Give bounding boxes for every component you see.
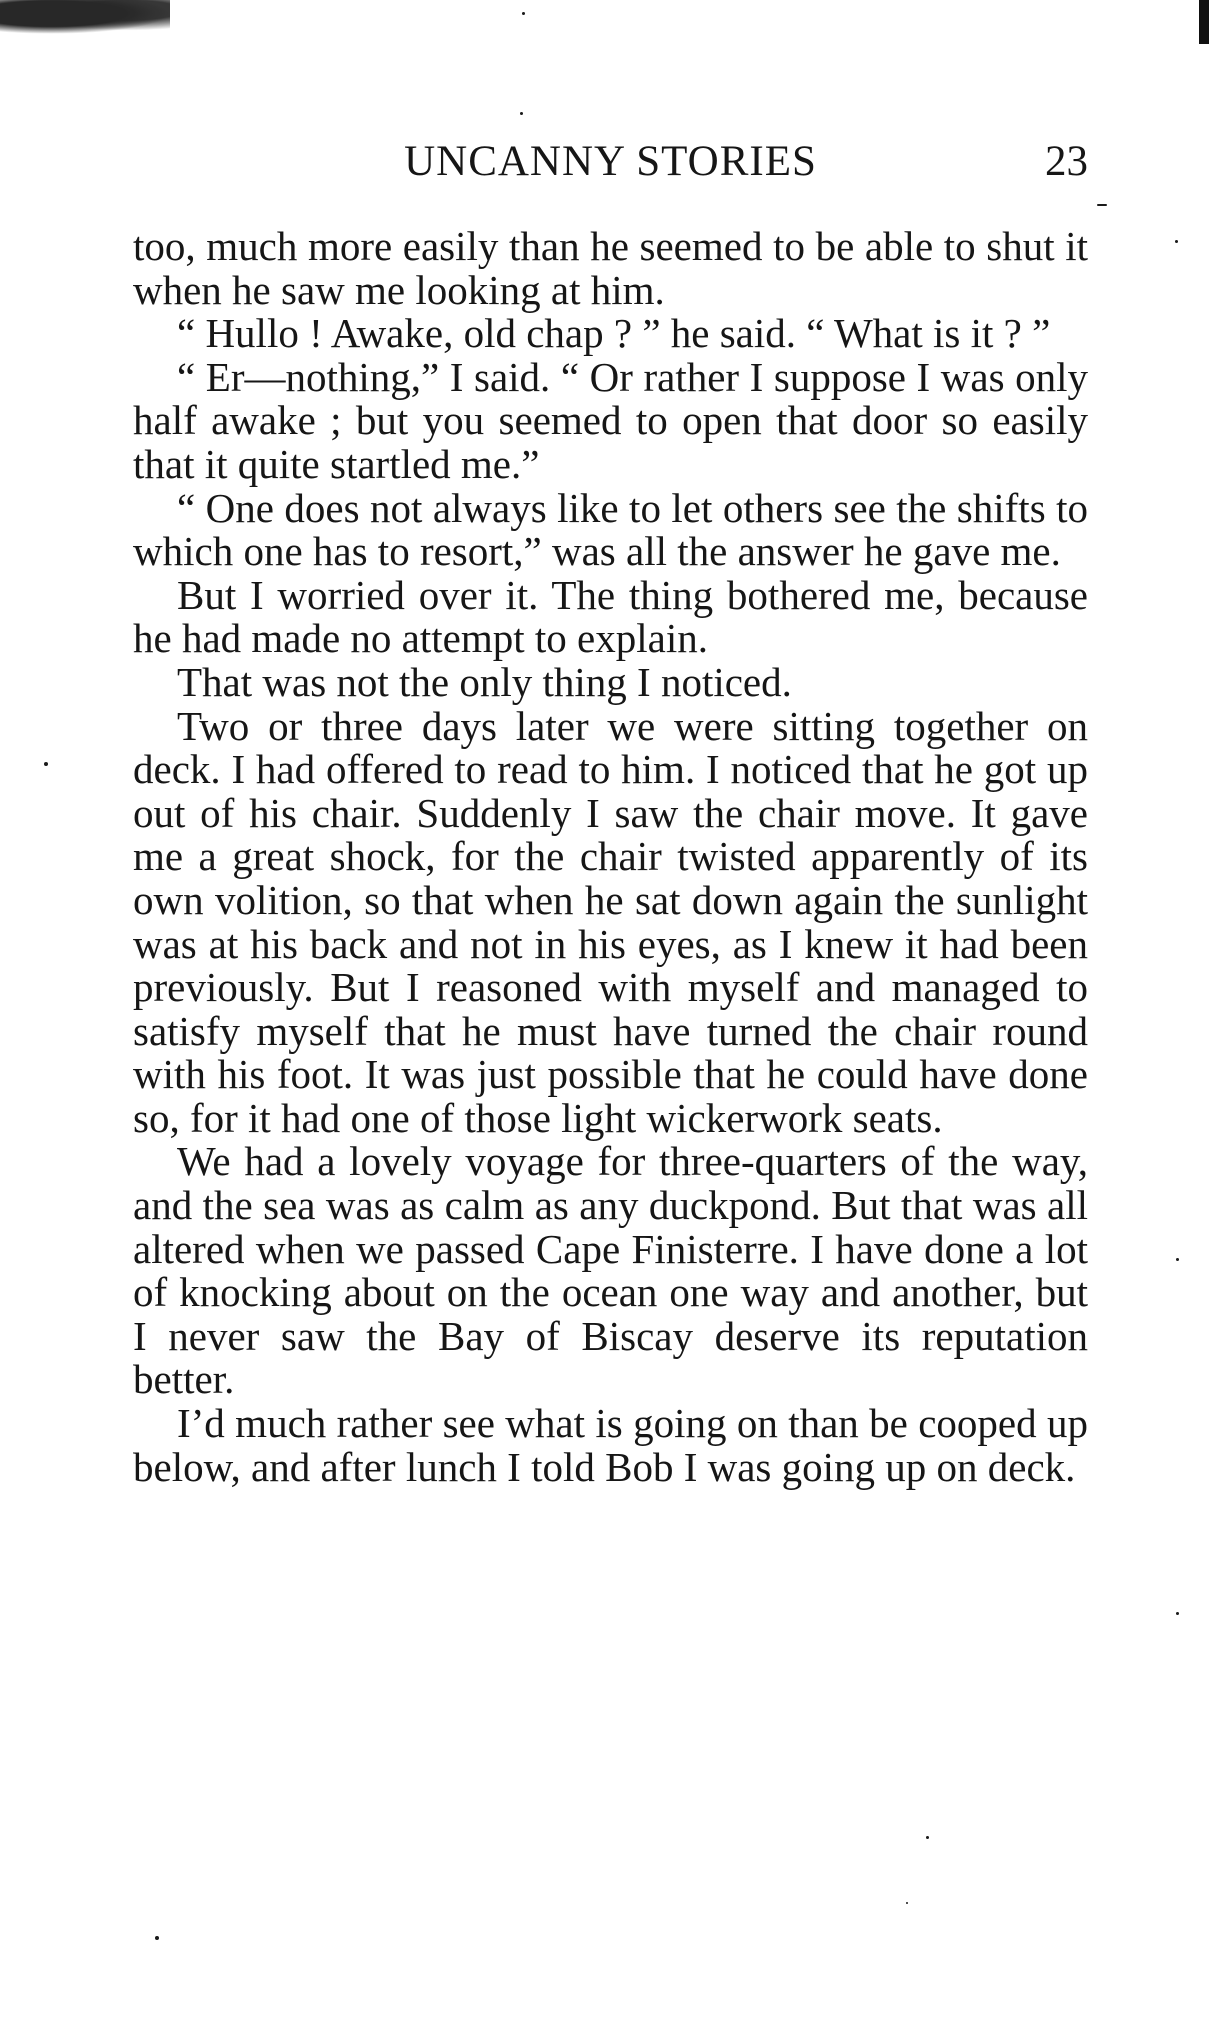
paragraph: But I worried over it. The thing bothered me, because he had made no attempt to explain.: [133, 571, 1088, 662]
scan-speck: [1176, 1612, 1179, 1615]
paragraph: Two or three days later we were sitting together on deck. I had offered to read to him. I noticed that he got up out of his chair. Suddenly I saw the chair move. It gave me a great shock, for the chair twisted apparently of its own volition, so that when he sat down again the sunlight was at his back and not in his eyes, as I knew it had been previously. But I reasoned with myself and managed to satisfy myself that he must have turned the chair round with his foot. It was just possible that he could have done so, for it had one of those light wickerwork seats.: [133, 702, 1088, 1141]
paragraph: I’d much rather see what is going on than be cooped up below, and after lunch I told Bob I was going up on deck.: [133, 1400, 1088, 1490]
running-title: UNCANNY STORIES: [404, 138, 817, 185]
scan-edge-mark: [1199, 0, 1209, 44]
paragraph: too, much more easily than he seemed to be able to shut it when he saw me looking at him.: [133, 223, 1088, 313]
scan-speck: [926, 1836, 929, 1839]
page-number: 23: [1045, 138, 1088, 185]
paragraph: “ One does not always like to let others see the shifts to which one has to resort,” was all the answer he gave me.: [133, 484, 1088, 575]
paragraph: “ Hullo ! Awake, old chap ? ” he said. “ What is it ? ”: [177, 310, 1051, 357]
scan-speck: [1176, 1258, 1179, 1261]
scan-speck: [44, 762, 48, 766]
scan-speck: [522, 12, 525, 15]
page-header: [133, 132, 1088, 192]
scan-speck: [155, 1936, 159, 1940]
scan-speck: [1175, 240, 1178, 243]
paragraph: That was not the only thing I noticed.: [177, 658, 792, 705]
paragraph: “ Er—nothing,” I said. “ Or rather I suppose I was only half awake ; but you seemed to open that door so easily that it quite startled me.”: [133, 353, 1088, 487]
scan-speck: [520, 112, 523, 115]
paragraph: We had a lovely voyage for three-quarters of the way, and the sea was as calm as any duckpond. But that was all altered when we passed Cape Finisterre. I have done a lot of knocking about on the ocean one way and another, but I never saw the Bay of Biscay deserve its reputation better.: [133, 1138, 1088, 1403]
scan-ink-blot: [0, 0, 170, 34]
scan-speck: [1097, 204, 1107, 206]
scan-speck: [906, 1902, 908, 1904]
body-text: [133, 225, 1088, 1489]
